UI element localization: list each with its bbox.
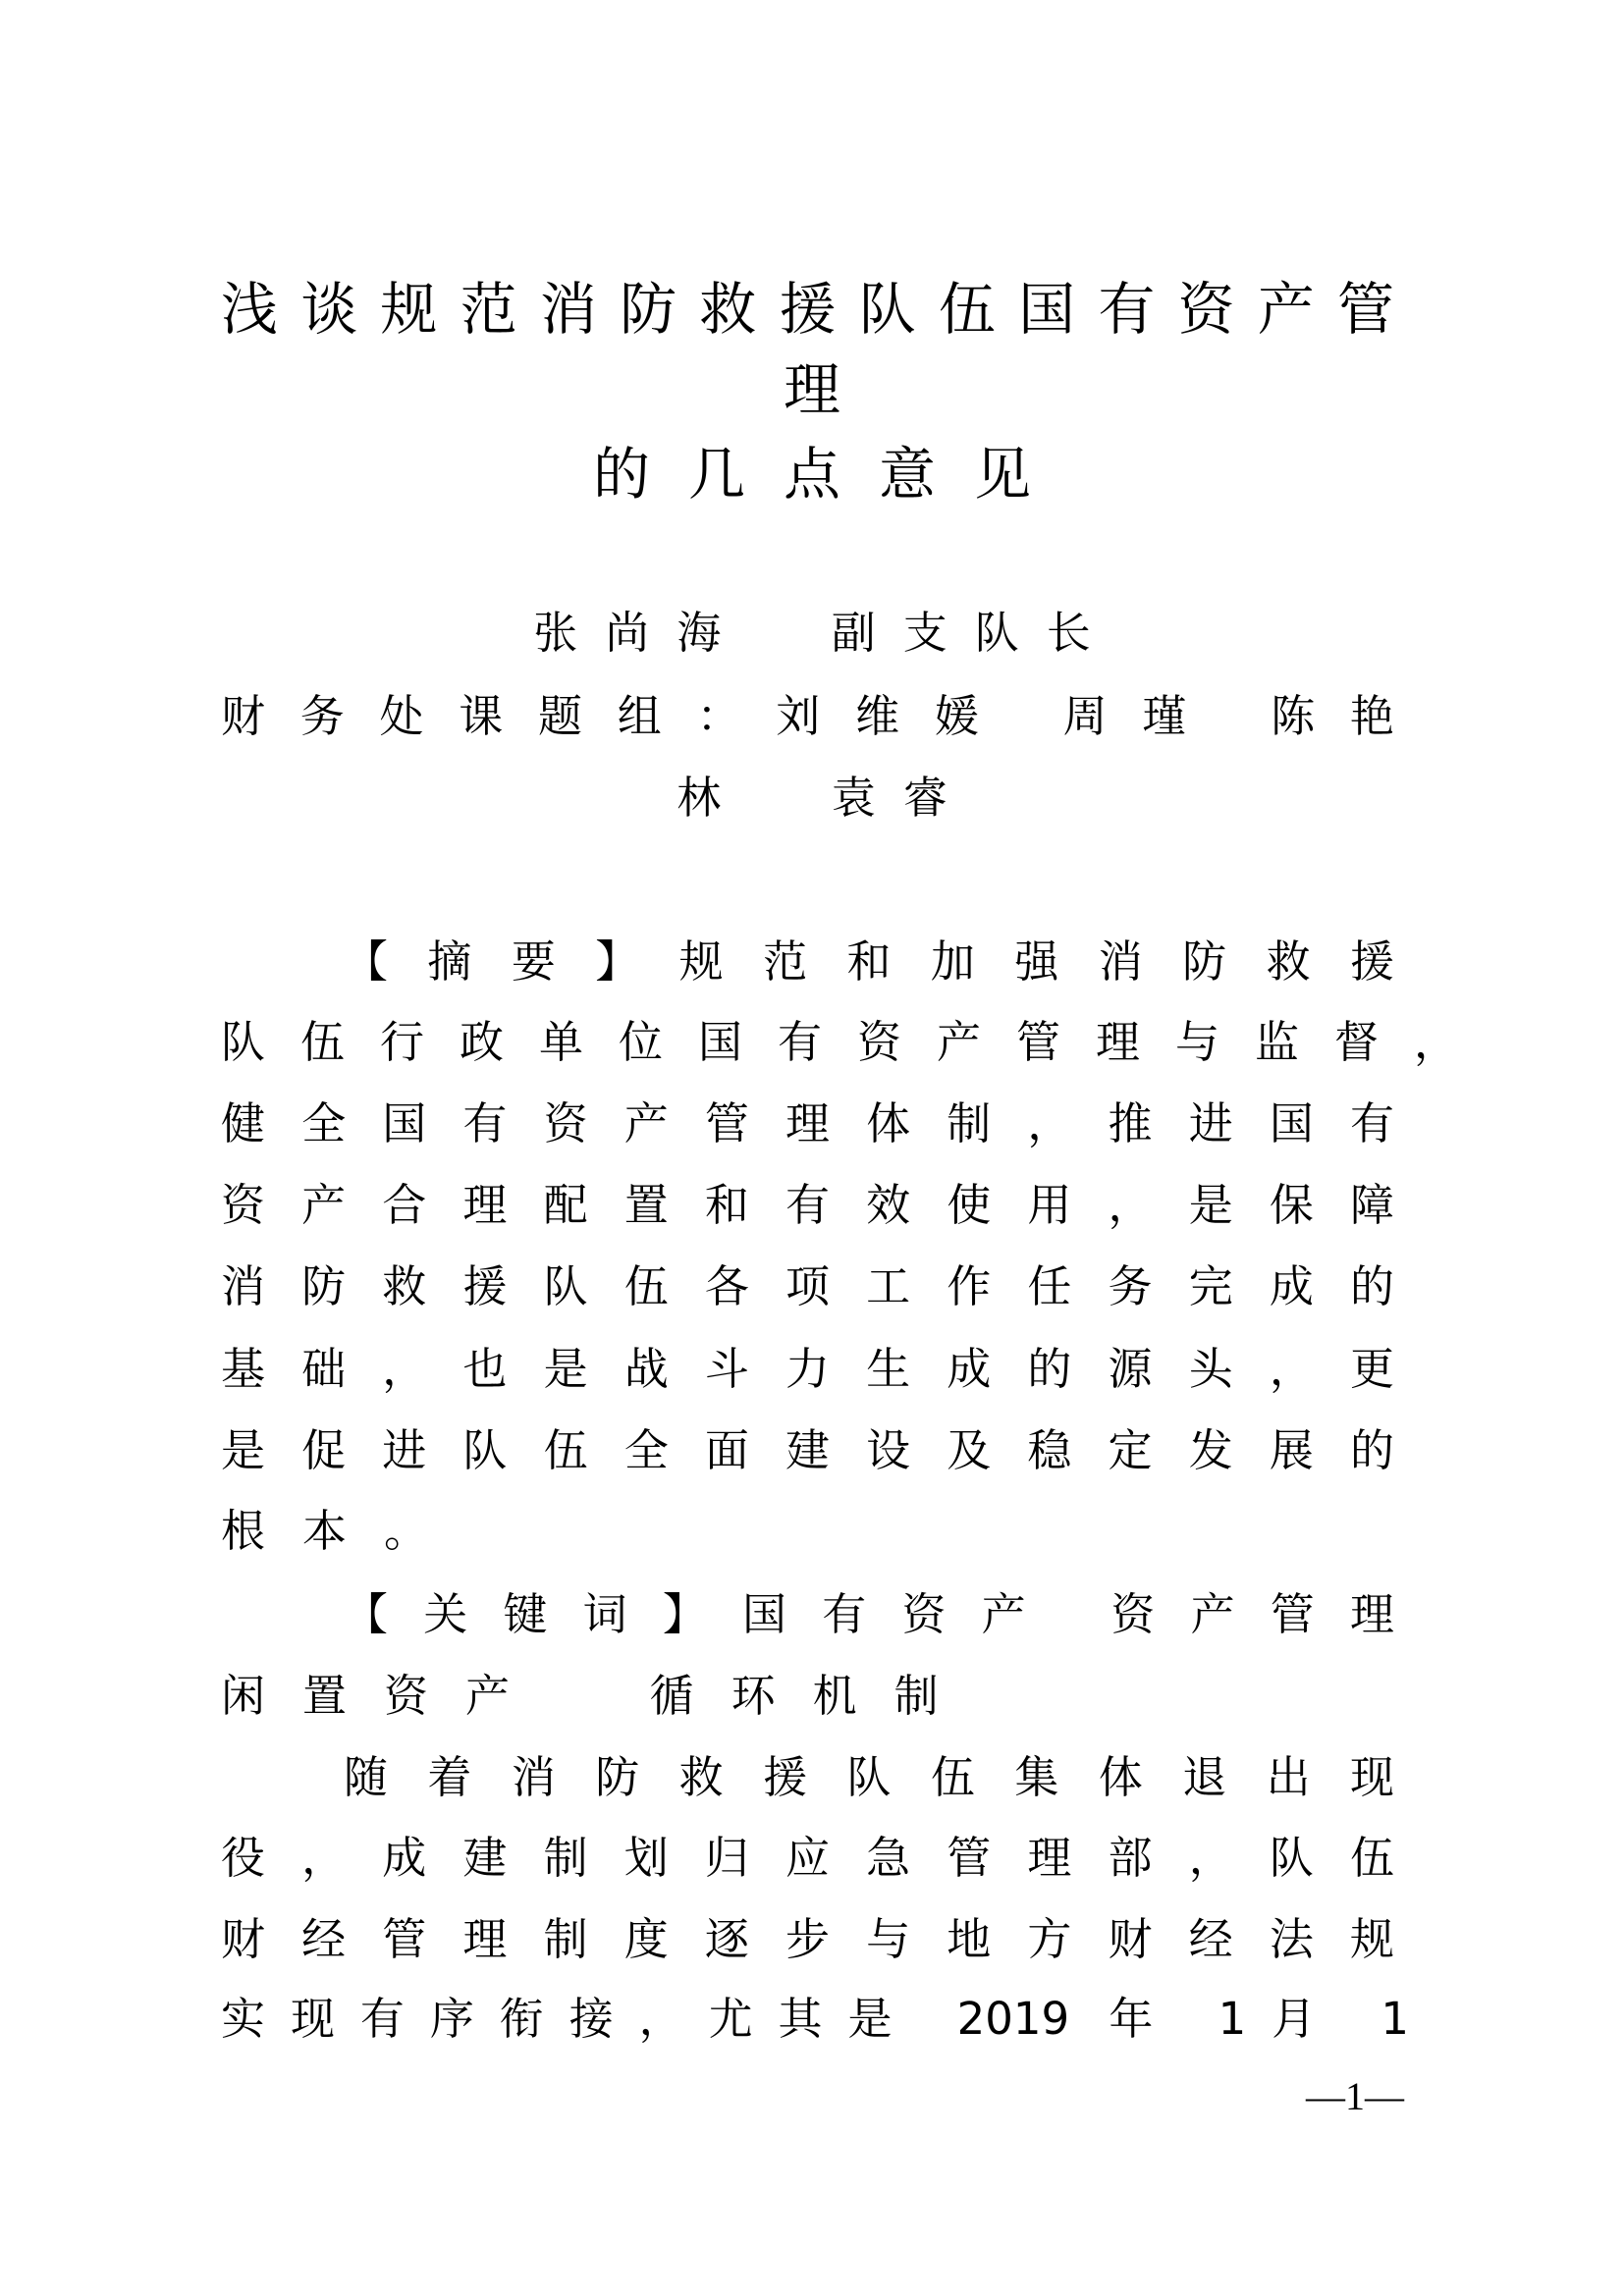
author-lead: 张尚海 副支队长 [533, 607, 1118, 659]
abstract-line: 是促进队伍全面建设及稳定发展的 [221, 1424, 1394, 1476]
body-line: 实现有序衔接，尤其是 2019 年 1月 1 [221, 1993, 1409, 2045]
page-number: —1— [1306, 2074, 1404, 2118]
title-line-1: 浅谈规范消防救援队伍国有资产管 [221, 276, 1394, 343]
abstract-line: 基础，也是战斗力生成的源头，更 [221, 1343, 1394, 1395]
keywords-line: 闲置资产 循环机制 [221, 1670, 976, 1722]
abstract-line: 【摘要】规范和加强消防救援 [344, 935, 1394, 988]
abstract-line: 队伍行政单位国有资产管理与监督， [221, 1016, 1458, 1068]
title-line-3: 的几点意见 [592, 441, 1069, 507]
body-line: 财经管理制度逐步与地方财经法规 [221, 1913, 1394, 1965]
keywords-line: 【关键词】国有资产 资产管理 [344, 1588, 1394, 1640]
abstract-line: 消防救援队伍各项工作任务完成的 [221, 1260, 1394, 1312]
abstract-line: 健全国有资产管理体制，推进国有 [221, 1097, 1394, 1149]
author-group: 财务处课题组：刘维媛 周瑾 陈艳 [221, 690, 1394, 742]
body-line: 随着消防救援队伍集体退出现 [344, 1751, 1394, 1803]
abstract-line: 根本。 [221, 1505, 466, 1557]
body-line: 役，成建制划归应急管理部，队伍 [221, 1832, 1394, 1884]
title-line-2: 理 [783, 356, 840, 423]
author-group-cont: 林 袁睿 [677, 772, 975, 824]
abstract-line: 资产合理配置和有效使用，是保障 [221, 1179, 1394, 1231]
